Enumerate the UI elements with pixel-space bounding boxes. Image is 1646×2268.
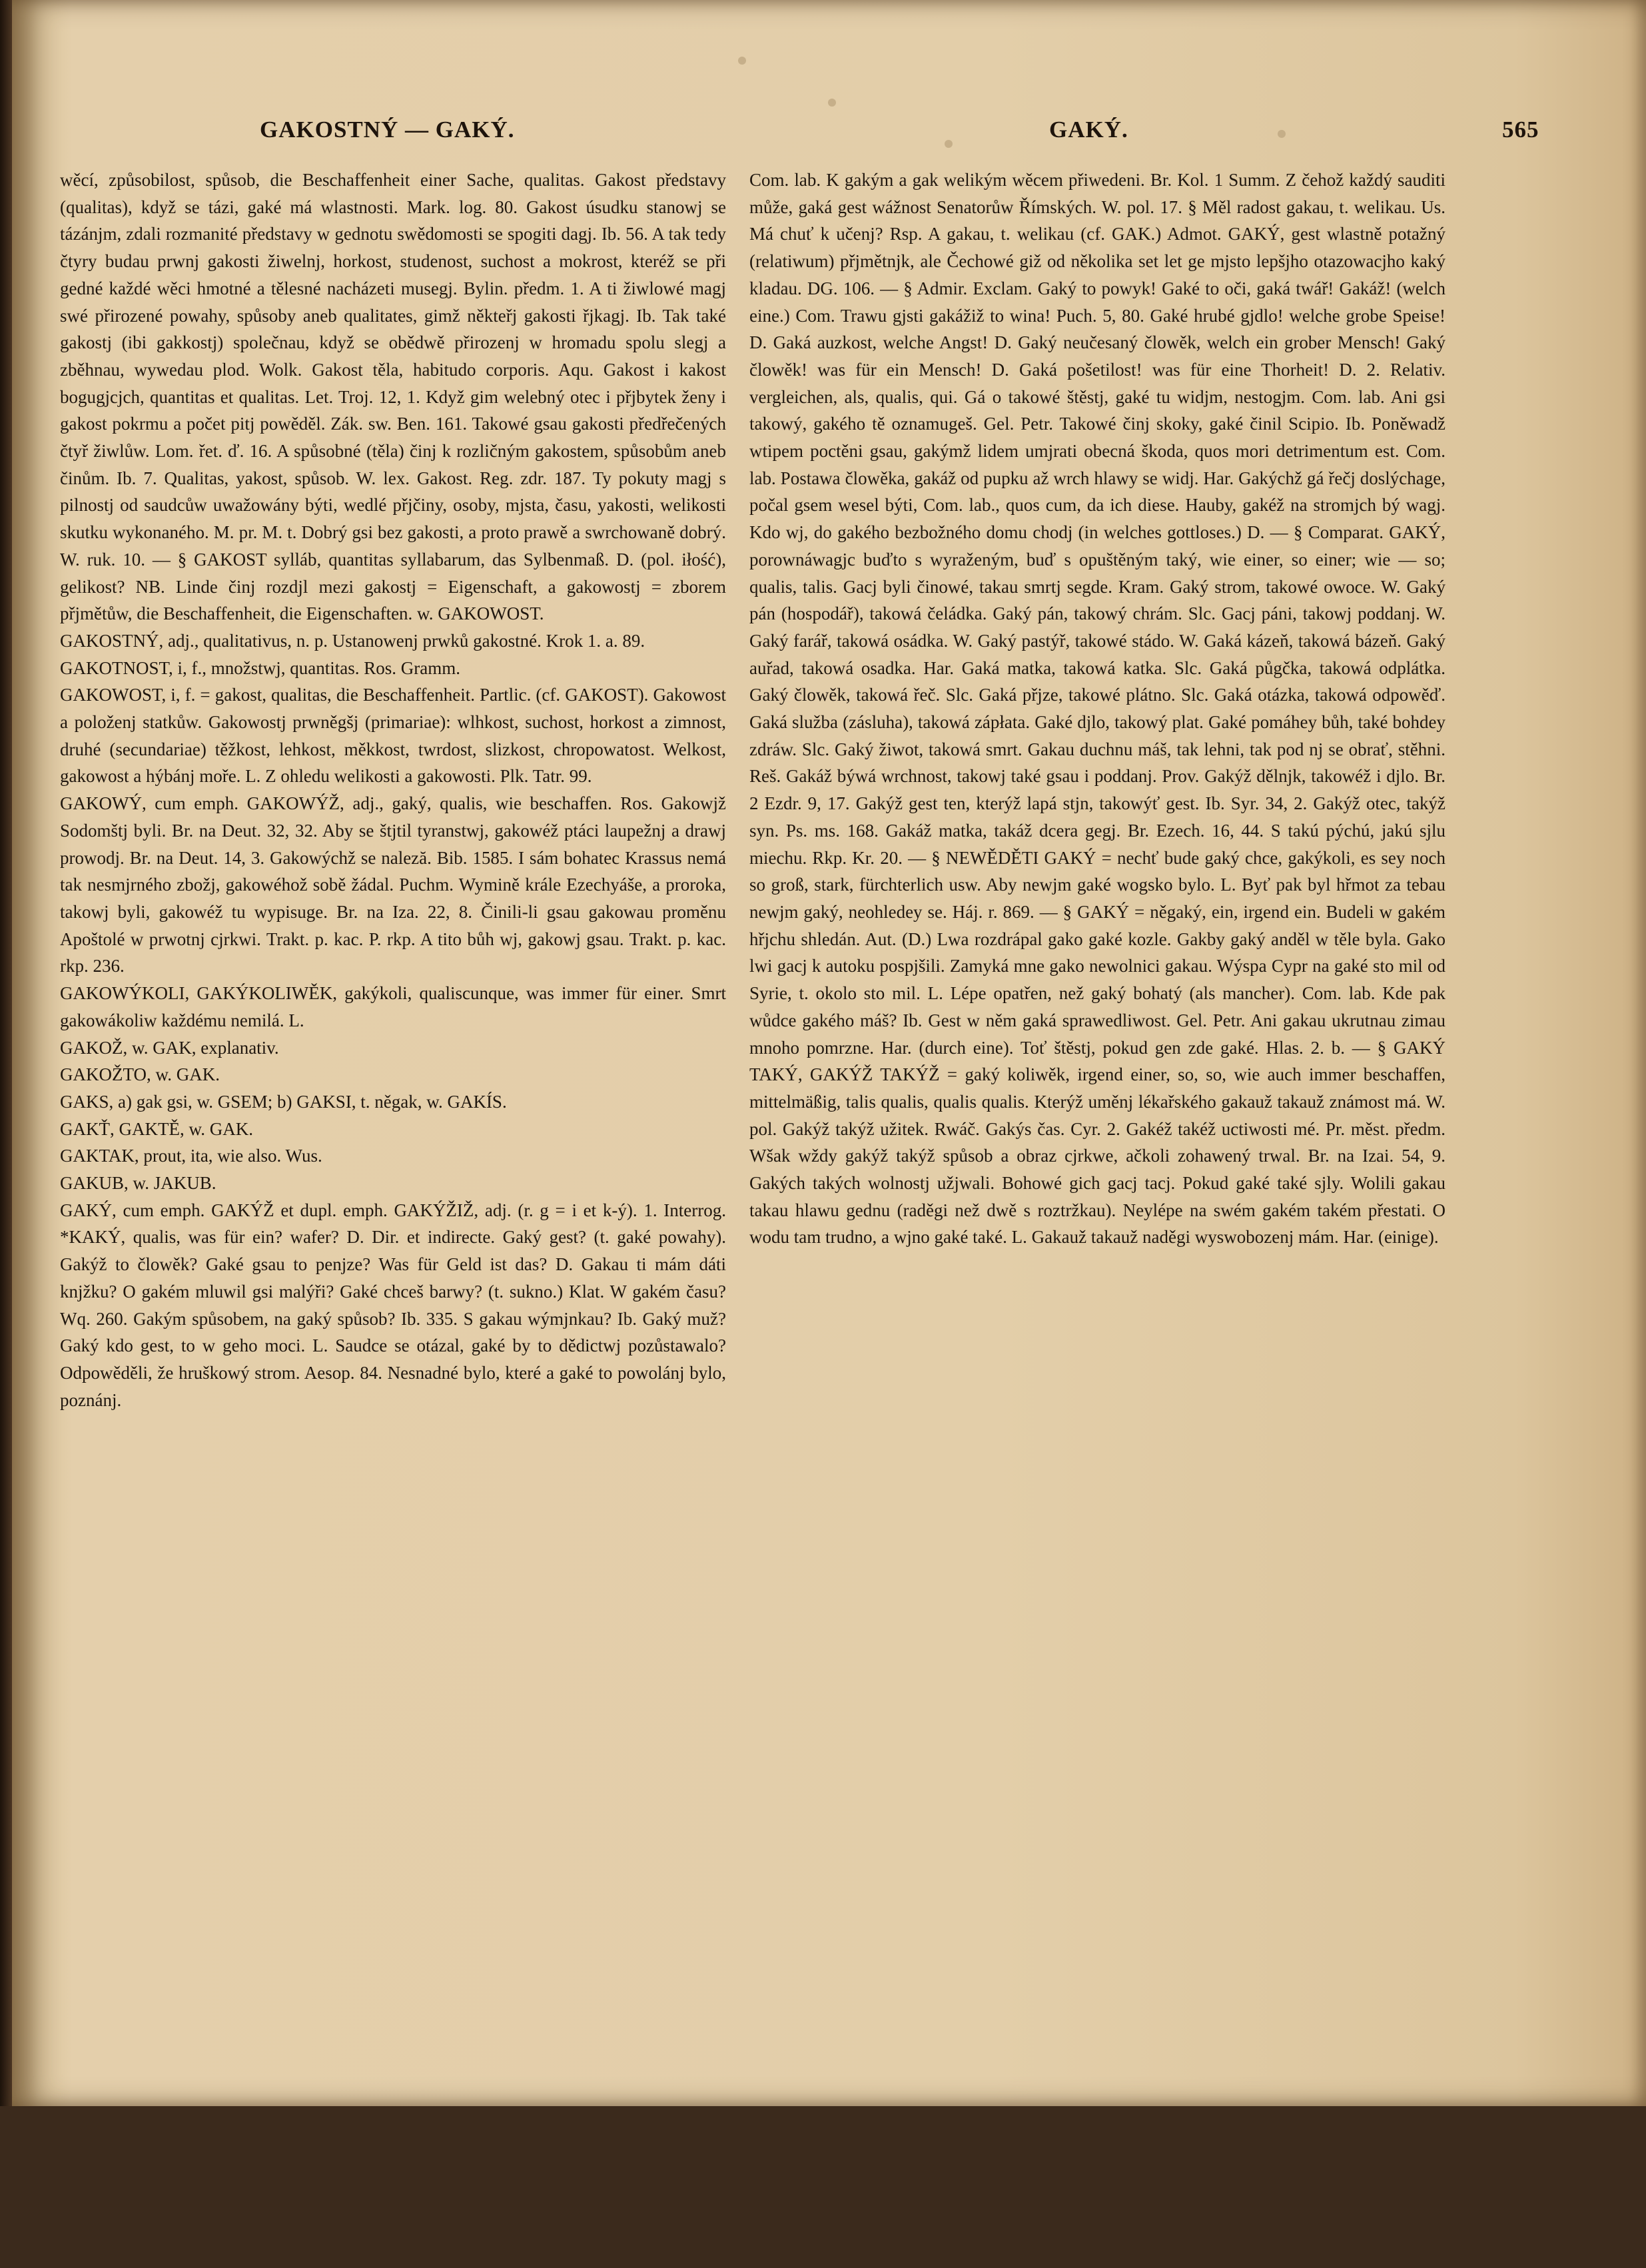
book-binding: [0, 0, 12, 2106]
running-head-center: GAKÝ.: [1049, 117, 1128, 143]
running-head-left: GAKOSTNÝ — GAKÝ.: [260, 117, 515, 143]
entry-gakozto: GAKOŽTO, w. GAK.: [60, 1064, 220, 1085]
entry-gakt: GAKŤ, GAKTĚ, w. GAK.: [60, 1118, 253, 1139]
paper-speck: [828, 99, 836, 107]
paper-speck: [945, 140, 953, 148]
entry-gaks: GAKS, a) gak gsi, w. GSEM; b) GAKSI, t. něgak, w. GAKÍS.: [60, 1091, 507, 1112]
entry-gaktak: GAKTAK, prout, ita, wie also. Wus.: [60, 1146, 322, 1166]
page-number: 565: [1502, 117, 1539, 143]
right-text-column: [749, 167, 1445, 1251]
entry-gakotnost: GAKOTNOST, i, f., množstwj, quantitas. Ros. Gramm.: [60, 657, 460, 678]
entry-gaky-continuation: Com. lab. K gakým a gak welikým wěcem přiwedeni. Br. Kol. 1 Summ. Z čehož každý sauditi může, gaká gest wážnost Senatorůw Římských. W. pol. 17. § Měl radost gakau, t. welikau. Us. Má chuť k učenj? Rsp. A gakau, t. welikau (cf. GAK.) Admot. GAKÝ, gest wlastně potažný (relatiwum) přjmětnjk, ale Čechowé giž od několika set let ge mjsto lepšjho otazowacjho kaký kladau. DG. 106. — § Admir. Exclam. Gaký to powyk! Gaké to oči, gaká twář! Gakáž! (welch eine.) Com. Trawu gjsti gakážiž to wina! Puch. 5, 80. Gaké hrubé gjdlo! welche grobe Speise! D. Gaká auzkost, welche Angst! D. Gaký neučesaný člowěk, welch ein grober Mensch! Gaký člowěk! was für ein Mensch! D. Gaká pošetilost! was für eine Thorheit! D. 2. Relativ. vergleichen, als, qualis, qui. Gá o takowé štěstj, gaké tu widjm, nestogjm. Com. lab. Ani gsi takowý, gakého tě oznamugeš. Gel. Petr. Takowé činj skoky, gaké činil Scipio. Ib. Poněwadž wtipem poctěni gsau, gakýmž lidem umjrati obecná škoda, quos mori detrimentum est. Com. lab. Postawa člowěka, gakáž od pupku až wrch hlawy se widj. Har. Gakýchž gá řečj doslýchage, počal gsem wesel býti, Com. lab., quos cum, da ich diese. Hauby, gakéž na stromjch bý wagj. Kdo wj, do gakého bezbožného domu chodj (in welches gottloses.) D. — § Comparat. GAKÝ, porownáwagjc buďto s wyraženým, buď s opuštěným taký, wie einer, so einer; wie — so; qualis, talis. Gacj byli činowé, takau smrtj segde. Kram. Gaký strom, takowé owoce. W. Gaký pán (hospodář), takowá čeládka. Gaký pán, takowý chrám. Slc. Gacj páni, takowj poddanj. W. Gaký farář, takowá osádka. W. Gaký pastýř, takowé stádo. W. Gaká kázeň, takowá bázeň. Gaký auřad, takowá osadka. Har. Gaká matka, takowá katka. Slc. Gaká půgčka, takowá odplátka. Gaký člowěk, takowá řeč. Slc. Gaká přjze, takowé plátno. Slc. Gaká otázka, takowá odpowěď. Gaká služba (zásluha), takowá zápłata. Gaké djlo, takowý plat. Gaké pomáhey bůh, také bohdey zdráw. Slc. Gaký žiwot, takowá smrt. Gakau duchnu máš, tak lehni, tak pod nj se obrať, stěhni. Reš. Gakáž býwá wrchnost, takowj také gsau i poddanj. Prov. Gakýž dělnjk, takowéž i djlo. Br. 2 Ezdr. 9, 17. Gakýž gest ten, kterýž lapá stjn, takowýť gest. Ib. Syr. 34, 2. Gakýž otec, takýž syn. Ps. ms. 168. Gakáž matka, takáž dcera gegj. Br. Ezech. 16, 44. S takú pýchú, jakú sjlu miechu. Rkp. Kr. 20. — § NEWĚDĚTI GAKÝ = nechť bude gaký chce, gakýkoli, es sey noch so groß, stark, fürchterlich usw. Aby newjm gaké wogsko bylo. L. Byť pak byl hřmot za tebau newjm gaký, neohledey se. Háj. r. 869. — § GAKÝ = něgaký, ein, irgend ein. Budeli w gakém hřjchu shledán. Aut. (D.) Lwa rozdrápal gako gaké kozle. Gakby gaký anděl w těle byla. Gako lwi gacj k autoku pospjšili. Zamyká mne gako newolnici gakau. Wýspa Cypr na gaké sto mil od Syrie, t. okolo sto mil. L. Lépe opatřen, než gaký bohatý (als mancher). Com. lab. Kde pak wůdce gakého máš? Ib. Gest w něm gaká sprawedliwost. Gel. Petr. Ani gakau ukrutnau zimau mnoho pomrzne. Har. (durch eine). Toť štěstj, pokud gen zde gaké. Hlas. 2. b. — § GAKÝ TAKÝ, GAKÝŽ TAKÝŽ = gaký koliwěk, irgend einer, so, so, wie auch immer beschaffen, mittelmäßig, talis qualis, qualis qualis. Kterýž uměnj lékařského gakauž takauž známost má. W. pol. Gakýž takýž užitek. Rwáč. Gakýs čas. Cyr. 2. Gakéž takéž uctiwosti mé. Pr. měst. předm. Wšak wždy gakýž takýž spůsob a obraz cjrkwe, ačkoli zohawený trwal. Br. na Izai. 54, 9. Gakých takých wolnostj užjwali. Bohowé gich gacj tacj. Pokud gaké také sjly. Wolili gakau takau hlawu gednu (raděgi než dwě s roztržkau). Neylépe na swém gakém takém přestati. O wodu tam trudno, a wjno gaké také. L. Gakauž takauž naděgi wyswobozenj mám. Har. (einige).: [749, 170, 1445, 1248]
paper-speck: [738, 57, 746, 65]
column-gutter: [738, 170, 739, 2268]
left-text-column: [60, 167, 726, 1413]
entry-gakub: GAKUB, w. JAKUB.: [60, 1173, 216, 1194]
entry-gakowykoli: GAKOWÝKOLI, GAKÝKOLIWĚK, gakýkoli, qualiscunque, was immer für einer. Smrt gakowákoliw každému nemilá. L.: [60, 983, 726, 1030]
entry-gakostny: GAKOSTNÝ, adj., qualitativus, n. p. Ustanowenj prwků gakostné. Krok 1. a. 89.: [60, 630, 645, 651]
entry-gakoz: GAKOŽ, w. GAK, explanativ.: [60, 1037, 279, 1058]
entry-gaky: GAKÝ, cum emph. GAKÝŽ et dupl. emph. GAKÝŽIŽ, adj. (r. g = i et k-ý). 1. Interrog. *KAKÝ, qualis, was für ein? wafer? D. Dir. et indirecte. Gaký gest? (t. gaké powahy). Gakýž to člowěk? Gaké gsau to penjze? Was für Geld ist das? D. Gakau ti mám dáti knjžku? O gakém mluwil gsi malýři? Gaké chceš barwy? (t. sukno.) Klat. W gakém času? Wq. 260. Gakým spůsobem, na gaký spůsob? Ib. 335. S gakau wýmjnkau? Ib. Gaký muž? Gaký kdo gest, to w geho moci. L. Saudce se otázal, gaké by to dědictwj pozůstawalo? Odpowěděli, že hruškowý strom. Aesop. 84. Nesnadné bylo, které a gaké to powolánj bylo, poznánj.: [60, 1200, 726, 1410]
entry-continuation: wěcí, způsobilost, spůsob, die Beschaffenheit einer Sache, qualitas. Gakost představy (qualitas), když se tázi, gaké má wlastnosti. Mark. log. 80. Gakost úsudku stanowj se tázánjm, zdali rozmanité představy w gednotu swědomosti se spogiti dagj. Ib. 56. A tak tedy čtyry budau prwnj gakosti žiwelnj, horkost, studenost, suchost a mokrost, kteréž se při gedné každé wěci hmotné a tělesné nacházeti musegj. Bylin. předm. 1. A ti žiwlowé magj swé přirozené powahy, spůsoby aneb qualitates, gimž někteřj gakosti řjkagj. Ib. Tak také gakostj (ibi gakkostj) společnau, když se obědwě přirozenj w hromadu spolu slegj a zběhnau, wywedau plod. Wolk. Gakost těla, habitudo corporis. Aqu. Gakost i kakost bogugjcjch, quantitas et qualitas. Let. Troj. 12, 1. Když gim welebný otec i přjbytek ženy i gakost pokrmu a počet pitj powěděl. Zák. sw. Ben. 161. Takowé gsau gakosti předřečených čtyř žiwlůw. Lom. řet. ď. 16. A spůsobné (těla) činj k rozličným gakostem, spůsobům aneb činům. Ib. 7. Qualitas, yakost, spůsob. W. lex. Gakost. Reg. zdr. 187. Ty pokuty magj s pilnostj od saudcůw uwažowány býti, wedlé přjčiny, osoby, mjsta, času, yakosti, welikosti skutku wykonaného. M. pr. M. t. Dobrý gsi bez gakosti, a proto prawě a swrchowaně dobrý. W. ruk. 10. — § GAKOST sylláb, quantitas syllabarum, das Sylbenmaß. D. (pol. iłość), gelikost? NB. Linde činj rozdjl mezi gakostj = Eigenschaft, a gakowostj = zborem přjmětůw, die Beschaffenheit, die Eigenschaften. w. GAKOWOST.: [60, 170, 726, 624]
entry-gakowost: GAKOWOST, i, f. = gakost, qualitas, die Beschaffenheit. Partlic. (cf. GAKOST). Gakowost a položenj statkůw. Gakowostj prwněgšj (primariae): wlhkost, suchost, horkost a zimnost, druhé (secundariae) těžkost, lehkost, měkkost, twrdost, slizkost, chropowatost. Welkost, gakowost a hýbánj moře. L. Z ohledu welikosti a gakowosti. Plk. Tatr. 99.: [60, 685, 726, 787]
entry-gakowy: GAKOWÝ, cum emph. GAKOWÝŽ, adj., gaký, qualis, wie beschaffen. Ros. Gakowjž Sodomštj byli. Br. na Deut. 32, 32. Aby se štjtil tyranstwj, gakowéž ptáci laupežnj a drawj prowodj. Br. na Deut. 14, 3. Gakowýchž se naleză. Bib. 1585. I sám bohatec Krassus nemá tak nesmjrného zbožj, gakowéhož sobě žádal. Puchm. Wymině krále Ezechyáše, a proroka, takowj byli, gakowéž tu wypisuge. Br. na Iza. 22, 8. Činili-li gsau gakowau proměnu Apoštolé w prwotnj cjrkwi. Trakt. p. kac. P. rkp. A tito bůh wj, gakowj gsau. Trakt. p. kac. rkp. 236.: [60, 793, 726, 976]
paper-speck: [1278, 130, 1286, 138]
